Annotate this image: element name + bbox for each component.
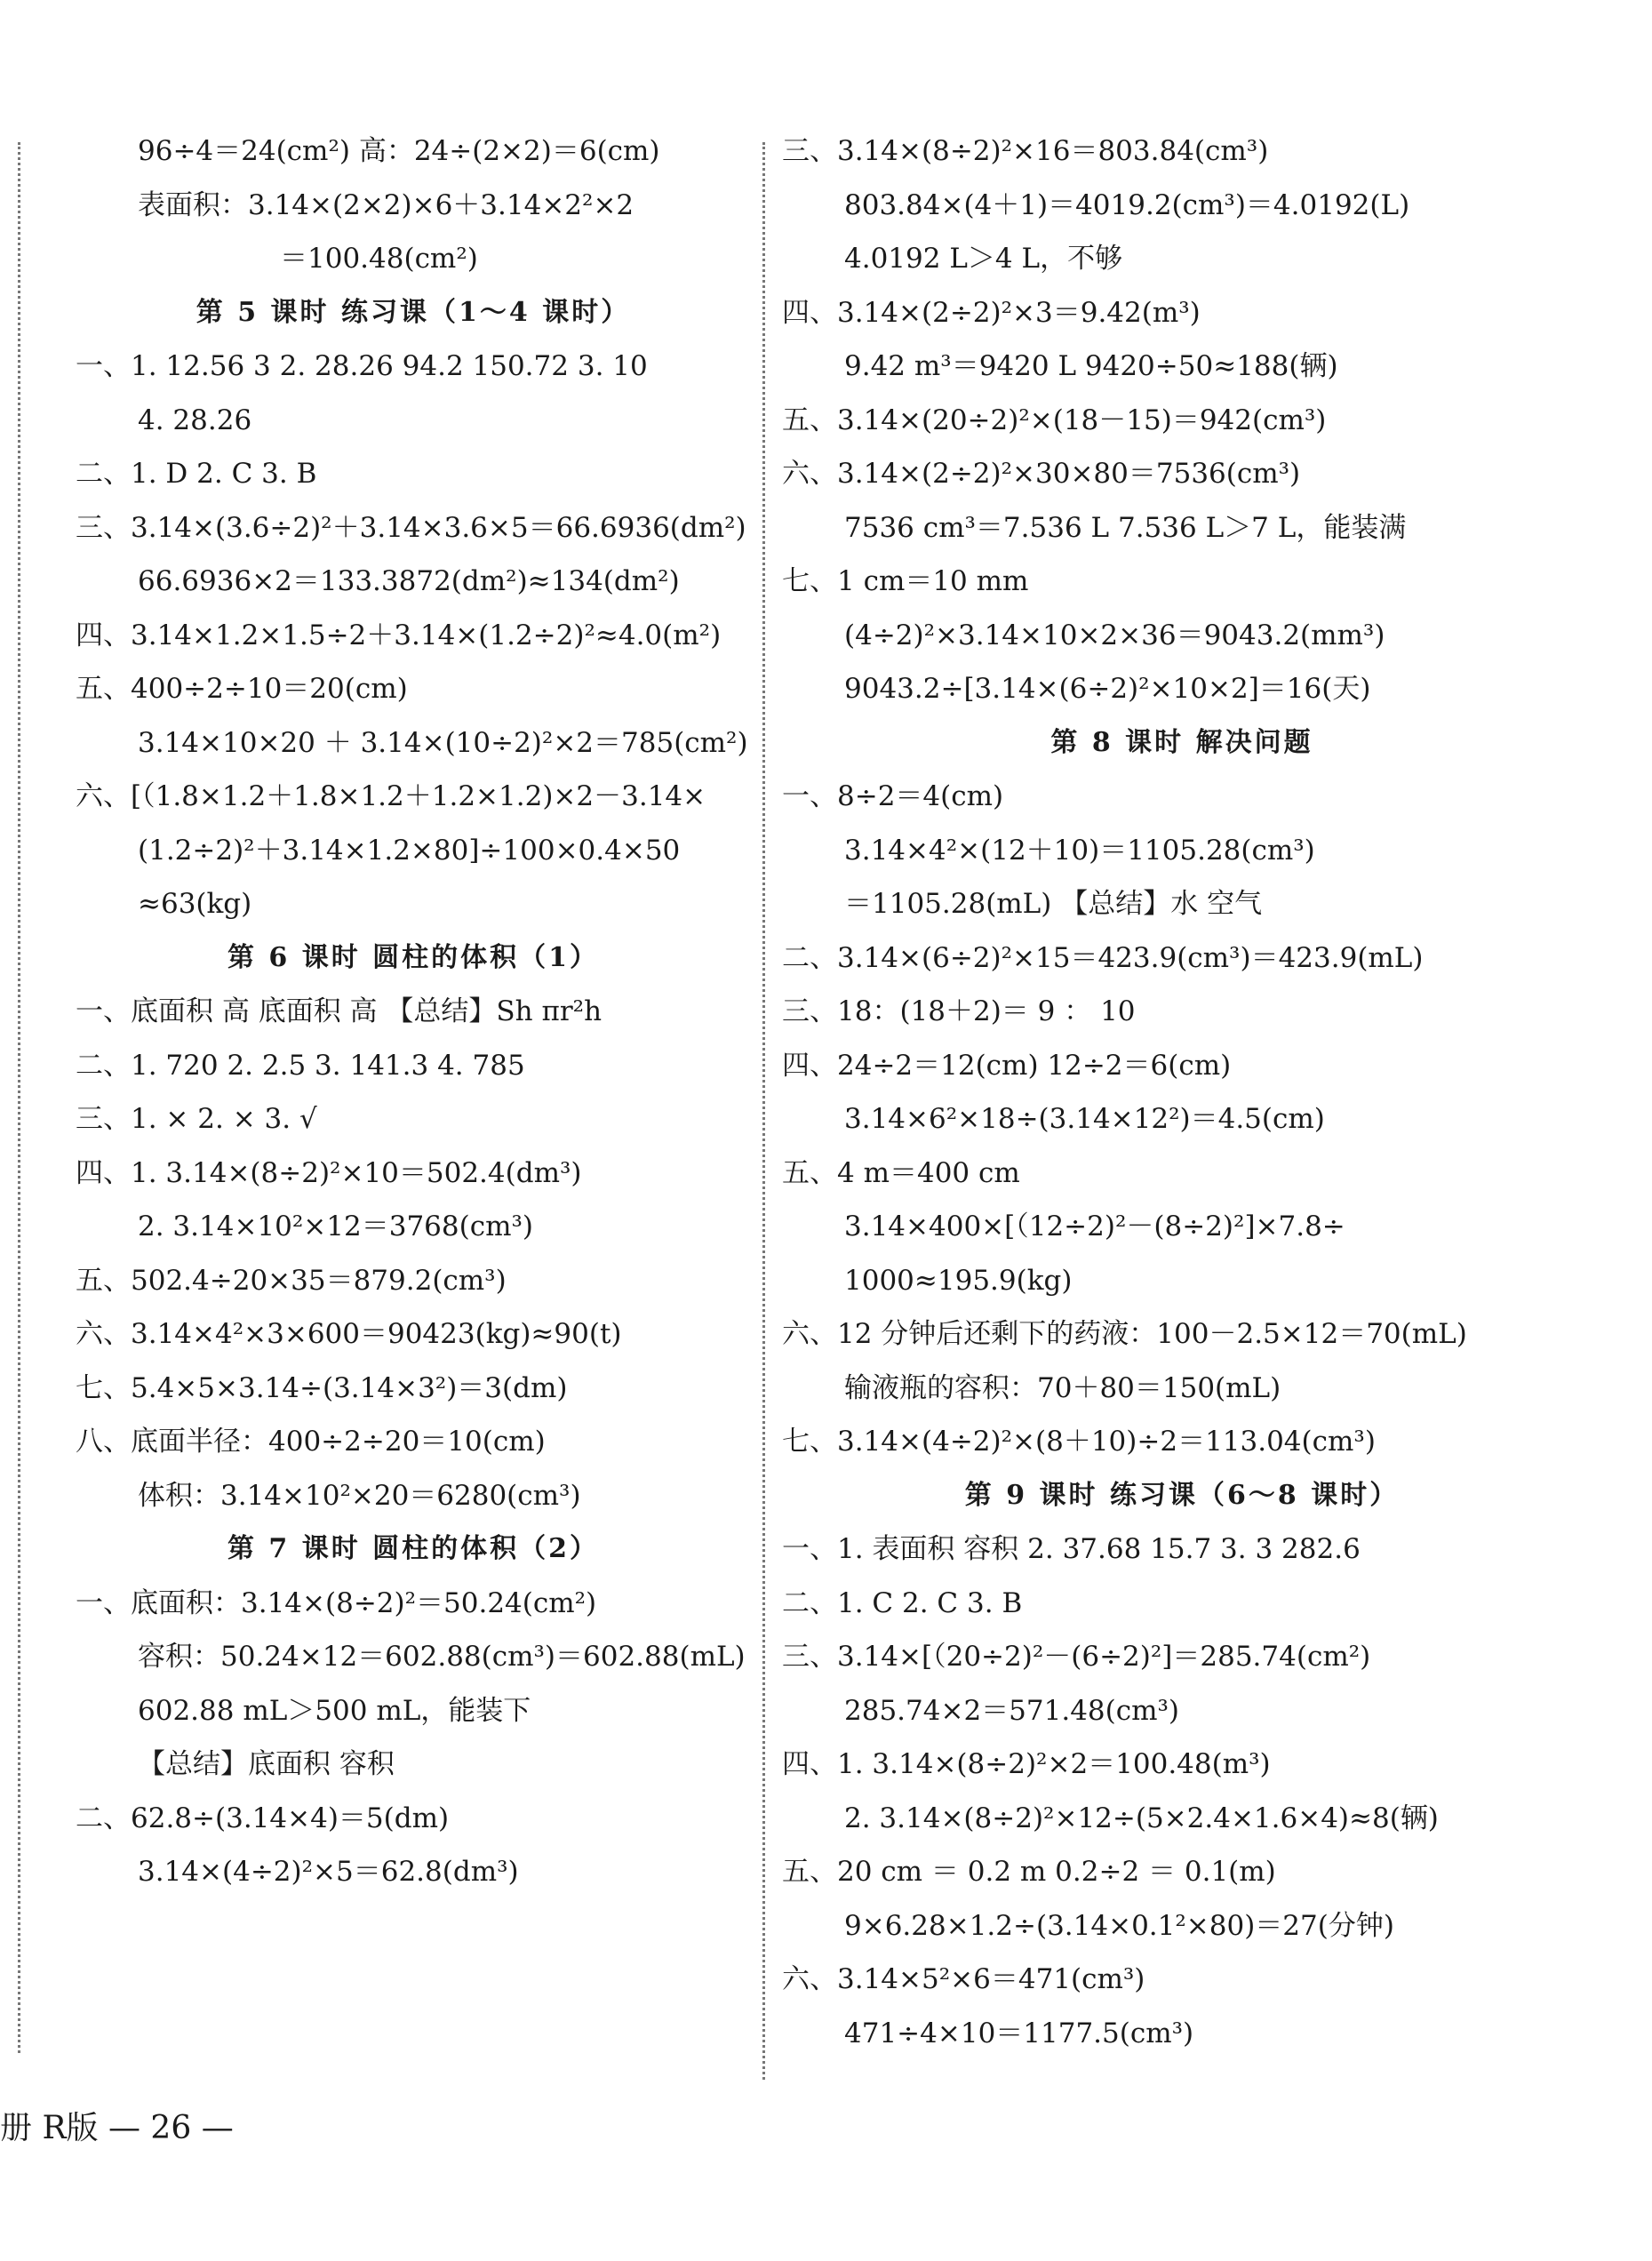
lesson-heading: 第 5 课时 练习课（1～4 课时） bbox=[196, 296, 631, 328]
answer-line: (1.2÷2)²＋3.14×1.2×80]÷100×0.4×50 bbox=[138, 834, 681, 867]
answer-line: 602.88 mL＞500 mL，能装下 bbox=[138, 1694, 531, 1727]
answer-line: 一、底面积 高 底面积 高 【总结】Sh πr²h bbox=[76, 995, 603, 1027]
answer-line: 四、1. 3.14×(8÷2)²×10＝502.4(dm³) bbox=[76, 1156, 582, 1189]
lesson-heading: 第 8 课时 解决问题 bbox=[1050, 726, 1313, 758]
lesson-heading: 第 9 课时 练习课（6～8 课时） bbox=[964, 1479, 1400, 1511]
answer-line: 三、3.14×(3.6÷2)²＋3.14×3.6×5＝66.6936(dm²) bbox=[76, 511, 746, 544]
answer-line: 9.42 m³＝9420 L 9420÷50≈188(辆) bbox=[844, 350, 1338, 382]
answer-line: 三、3.14×(8÷2)²×16＝803.84(cm³) bbox=[782, 135, 1269, 167]
answer-line: 7536 cm³＝7.536 L 7.536 L＞7 L，能装满 bbox=[844, 511, 1407, 544]
answer-line: 一、8÷2＝4(cm) bbox=[782, 780, 1004, 812]
answer-line: 四、3.14×(2÷2)²×3＝9.42(m³) bbox=[782, 296, 1201, 329]
answer-line: 六、3.14×(2÷2)²×30×80＝7536(cm³) bbox=[782, 458, 1301, 490]
answer-line: 二、62.8÷(3.14×4)＝5(dm) bbox=[76, 1802, 450, 1834]
answer-line: 四、1. 3.14×(8÷2)²×2＝100.48(m³) bbox=[782, 1748, 1271, 1780]
lesson-heading: 第 6 课时 圆柱的体积（1） bbox=[227, 941, 600, 973]
answer-line: 2. 3.14×10²×12＝3768(cm³) bbox=[138, 1210, 533, 1242]
answer-line: 五、4 m＝400 cm bbox=[782, 1156, 1020, 1189]
answer-line: 七、1 cm＝10 mm bbox=[782, 565, 1029, 597]
answer-line: 4. 28.26 bbox=[138, 403, 252, 436]
answer-line: ＝1105.28(mL) 【总结】水 空气 bbox=[844, 888, 1263, 920]
answer-line: 1000≈195.9(kg) bbox=[844, 1264, 1073, 1297]
answer-line: 9043.2÷[3.14×(6÷2)²×10×2]＝16(天) bbox=[844, 673, 1371, 705]
answer-line: 输液瓶的容积：70＋80＝150(mL) bbox=[844, 1371, 1281, 1404]
answer-line: 803.84×(4＋1)＝4019.2(cm³)＝4.0192(L) bbox=[844, 188, 1410, 221]
answer-line: 容积：50.24×12＝602.88(cm³)＝602.88(mL) bbox=[138, 1641, 746, 1673]
answer-line: 表面积：3.14×(2×2)×6＋3.14×2²×2 bbox=[138, 188, 634, 221]
answer-line: 七、3.14×(4÷2)²×(8＋10)÷2＝113.04(cm³) bbox=[782, 1426, 1376, 1458]
answer-line: 【总结】底面积 容积 bbox=[138, 1748, 395, 1780]
answer-line: 3.14×6²×18÷(3.14×12²)＝4.5(cm) bbox=[844, 1103, 1325, 1135]
right-column bbox=[782, 124, 1582, 2060]
column-divider bbox=[762, 142, 765, 2080]
answer-line: 五、3.14×(20÷2)²×(18－15)＝942(cm³) bbox=[782, 403, 1327, 436]
answer-line: ＝100.48(cm²) bbox=[280, 243, 478, 275]
answer-line: 3.14×10×20 ＋ 3.14×(10÷2)²×2＝785(cm²) bbox=[138, 726, 748, 759]
answer-line: 3.14×400×[（12÷2)²－(8÷2)²]×7.8÷ bbox=[844, 1210, 1345, 1242]
left-column bbox=[76, 124, 751, 1899]
answer-line: 五、400÷2÷10＝20(cm) bbox=[76, 673, 408, 705]
answer-line: ≈63(kg) bbox=[138, 888, 252, 920]
answer-line: 八、底面半径：400÷2÷20＝10(cm) bbox=[76, 1426, 546, 1458]
answer-line: 66.6936×2＝133.3872(dm²)≈134(dm²) bbox=[138, 565, 680, 597]
answer-line: 471÷4×10＝1177.5(cm³) bbox=[844, 2017, 1194, 2049]
answer-line: 六、3.14×5²×6＝471(cm³) bbox=[782, 1963, 1145, 1995]
answer-line: 六、3.14×4²×3×600＝90423(kg)≈90(t) bbox=[76, 1318, 622, 1350]
answer-line: 一、1. 表面积 容积 2. 37.68 15.7 3. 3 282.6 bbox=[782, 1533, 1361, 1565]
answer-line: 一、底面积：3.14×(8÷2)²＝50.24(cm²) bbox=[76, 1586, 597, 1619]
answer-line: 七、5.4×5×3.14÷(3.14×3²)＝3(dm) bbox=[76, 1371, 568, 1404]
answer-line: 一、1. 12.56 3 2. 28.26 94.2 150.72 3. 10 bbox=[76, 350, 648, 382]
page-footer: 册 R版 — 26 — bbox=[0, 2110, 234, 2146]
answer-line: 三、18：(18＋2)＝ 9 ： 10 bbox=[782, 995, 1136, 1027]
answer-line: 9×6.28×1.2÷(3.14×0.1²×80)＝27(分钟) bbox=[844, 1909, 1394, 1942]
answer-line: 五、502.4÷20×35＝879.2(cm³) bbox=[76, 1264, 507, 1297]
answer-line: 体积：3.14×10²×20＝6280(cm³) bbox=[138, 1479, 581, 1512]
answer-line: 二、3.14×(6÷2)²×15＝423.9(cm³)＝423.9(mL) bbox=[782, 941, 1424, 974]
answer-line: 五、20 cm ＝ 0.2 m 0.2÷2 ＝ 0.1(m) bbox=[782, 1856, 1276, 1888]
answer-line: 六、12 分钟后还剩下的药液：100－2.5×12＝70(mL) bbox=[782, 1318, 1467, 1350]
answer-line: 285.74×2＝571.48(cm³) bbox=[844, 1694, 1180, 1727]
answer-line: 3.14×4²×(12＋10)＝1105.28(cm³) bbox=[844, 834, 1315, 867]
answer-line: 2. 3.14×(8÷2)²×12÷(5×2.4×1.6×4)≈8(辆) bbox=[844, 1802, 1439, 1834]
answer-line: 二、1. C 2. C 3. B bbox=[782, 1586, 1023, 1619]
answer-line: 六、[（1.8×1.2＋1.8×1.2＋1.2×1.2)×2－3.14× bbox=[76, 780, 706, 812]
answer-line: 4.0192 L＞4 L，不够 bbox=[844, 243, 1123, 275]
answer-line: 四、3.14×1.2×1.5÷2＋3.14×(1.2÷2)²≈4.0(m²) bbox=[76, 619, 722, 651]
answer-line: 三、1. × 2. × 3. √ bbox=[76, 1103, 317, 1135]
answer-line: 二、1. 720 2. 2.5 3. 141.3 4. 785 bbox=[76, 1049, 525, 1082]
lesson-heading: 第 7 课时 圆柱的体积（2） bbox=[227, 1533, 600, 1564]
answer-line: 四、24÷2＝12(cm) 12÷2＝6(cm) bbox=[782, 1049, 1232, 1082]
left-margin-divider bbox=[18, 142, 20, 2053]
answer-line: 3.14×(4÷2)²×5＝62.8(dm³) bbox=[138, 1856, 519, 1888]
answer-line: 三、3.14×[（20÷2)²－(6÷2)²]＝285.74(cm²) bbox=[782, 1641, 1371, 1673]
answer-line: 二、1. D 2. C 3. B bbox=[76, 458, 317, 490]
answer-line: (4÷2)²×3.14×10×2×36＝9043.2(mm³) bbox=[844, 619, 1385, 651]
answer-line: 96÷4＝24(cm²) 高：24÷(2×2)＝6(cm) bbox=[138, 135, 660, 167]
